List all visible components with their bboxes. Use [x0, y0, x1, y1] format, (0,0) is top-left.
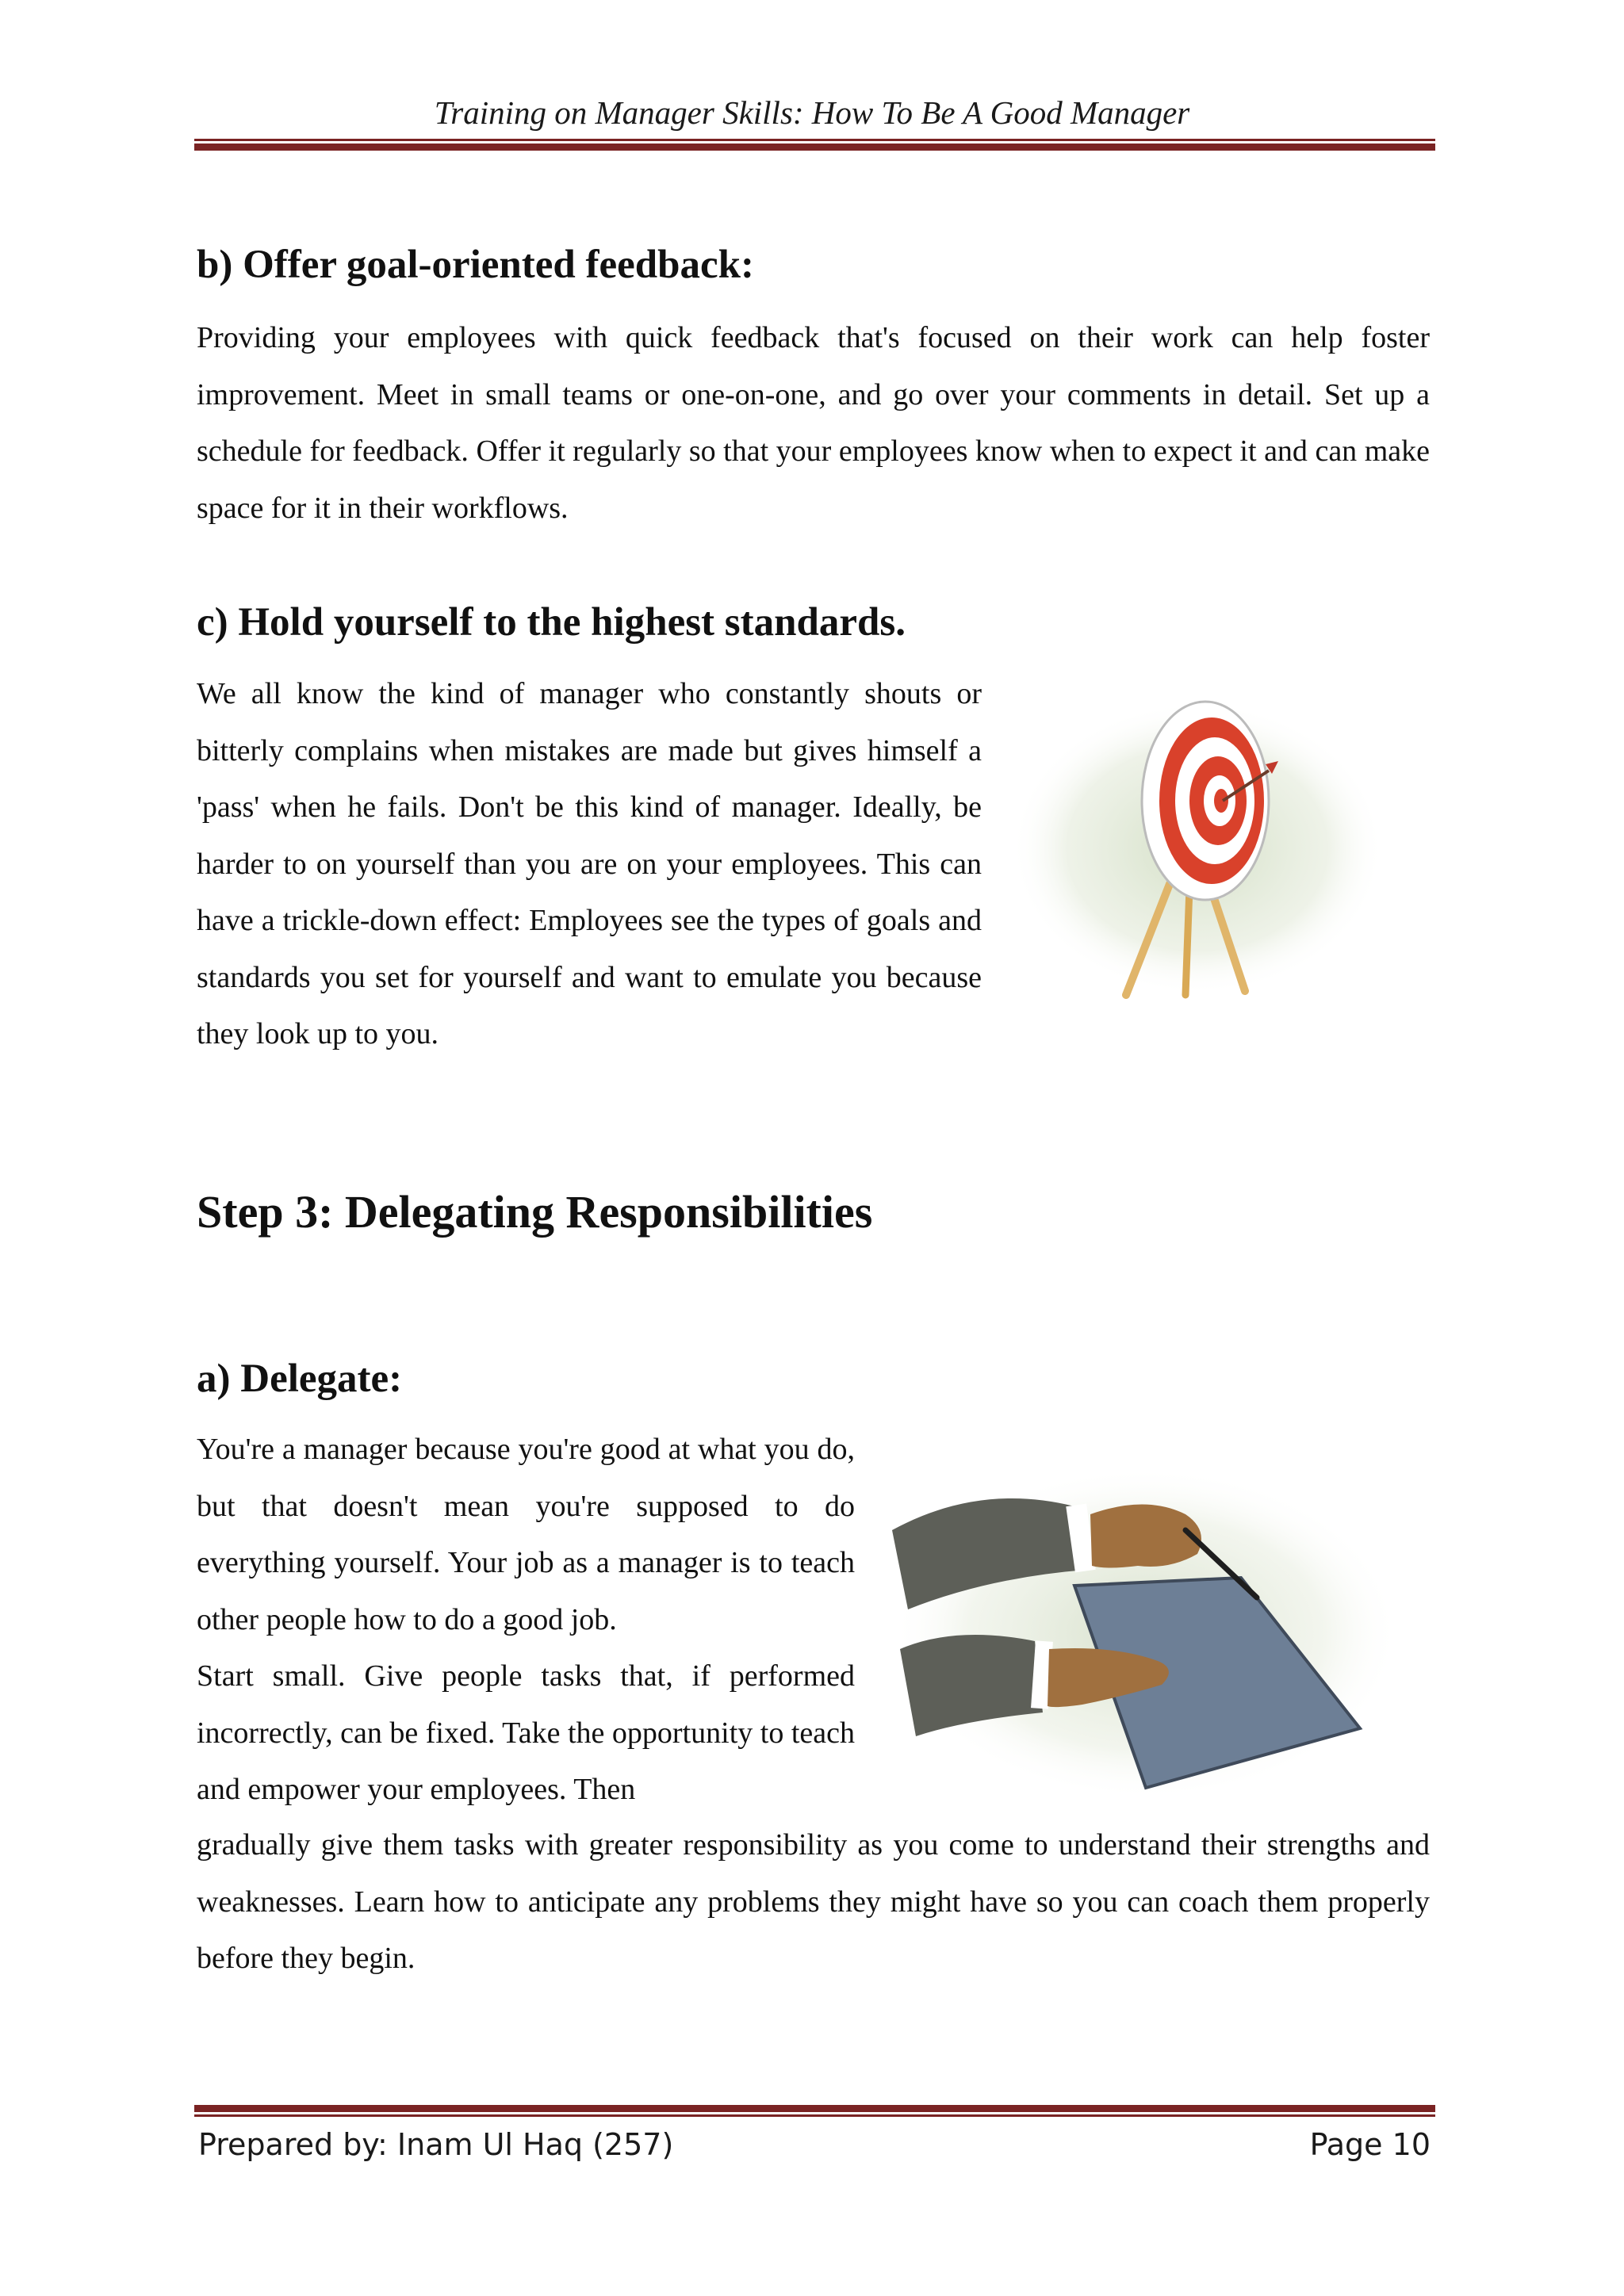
section-c-heading: c) Hold yourself to the highest standards. [197, 600, 906, 645]
target-illustration [1007, 682, 1380, 999]
section-a-text-1: You're a manager because you're good at what you do, but that doesn't mean you're supposed to do everything yourself. Your job as a manager is to teach other people how to do a good job. [197, 1433, 855, 1636]
footer-page-number: Page 10 [1309, 2127, 1431, 2162]
section-b-text: Providing your employees with quick feedback that's focused on their work can help foster improvement. Meet in small teams or one-on-one, and go over your comments in detail. Set up a schedule for feedback. Offer it regularly so that your employees know when to expect it and can make space for it in their workflows. [197, 321, 1430, 525]
header-title: Training on Manager Skills: How To Be A Good Manager [434, 94, 1190, 131]
delegate-illustration [884, 1459, 1400, 1800]
section-b-heading: b) Offer goal-oriented feedback: [197, 243, 754, 287]
footer-rule [194, 2105, 1435, 2117]
section-a-heading: a) Delegate: [197, 1357, 403, 1401]
step3-heading: Step 3: Delegating Responsibilities [197, 1186, 873, 1238]
section-a-text-2: Start small. Give people tasks that, if performed incorrectly, can be fixed. Take the opportunity to teach and empower your employees. Then [197, 1659, 855, 1806]
header-rule [194, 139, 1435, 151]
section-a-text-3: gradually give them tasks with greater responsibility as you come to understand their strengths and weaknesses. Learn how to anticipate any problems they might have so you can coach them properly before they begin. [197, 1828, 1430, 1975]
section-c-text: We all know the kind of manager who constantly shouts or bitterly complains when mistakes are made but gives himself a 'pass' when he fails. Don't be this kind of manager. Ideally, be harder to on yourself than you are on your employees. This can have a trickle-down effect: Employees see the types of goals and standards you set for yourself and want to emulate you because they look up to you. [197, 677, 982, 1050]
footer-prepared-by: Prepared by: Inam Ul Haq (257) [198, 2127, 674, 2162]
